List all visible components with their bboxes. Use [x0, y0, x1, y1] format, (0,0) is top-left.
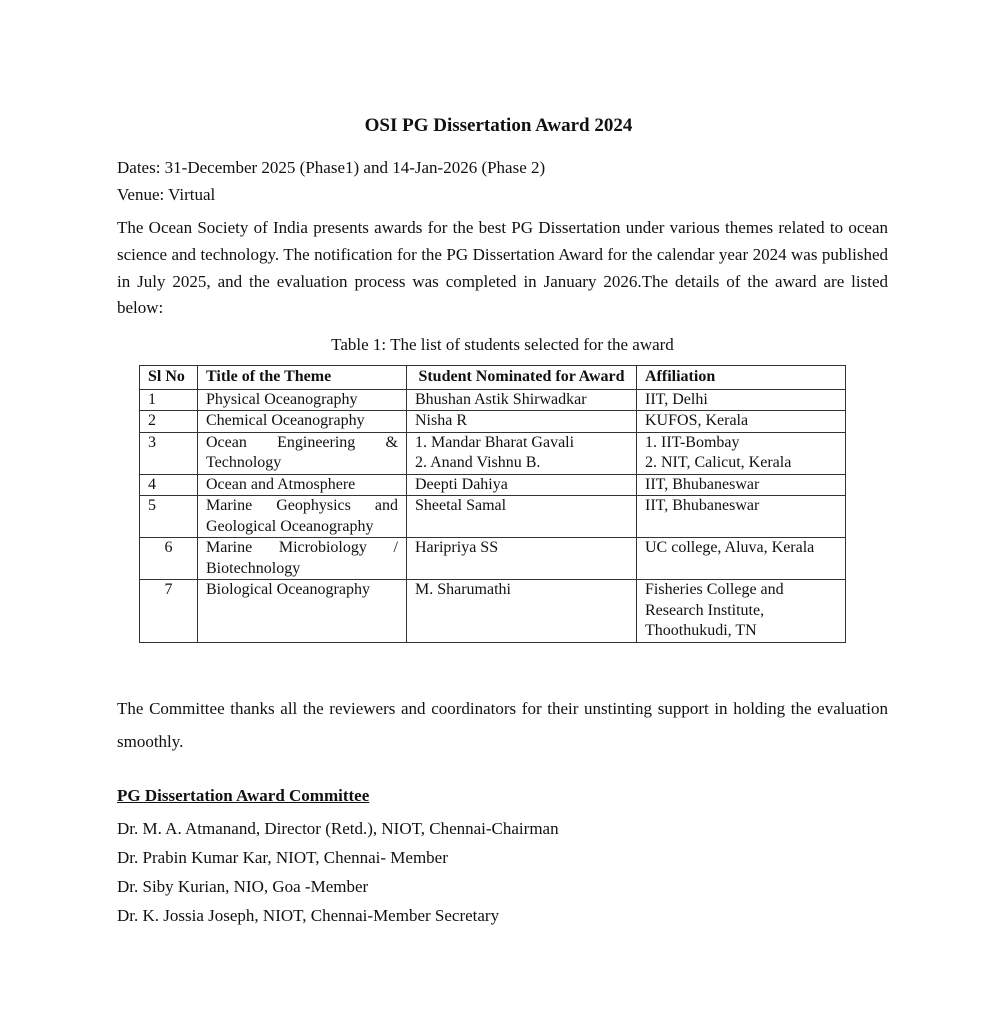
- venue-line: Venue: Virtual: [117, 185, 216, 204]
- row-theme: Chemical Oceanography: [198, 411, 407, 433]
- committee-member: Dr. Prabin Kumar Kar, NIOT, Chennai- Member: [117, 848, 448, 867]
- awards-table: [139, 365, 846, 643]
- row-student: M. Sharumathi: [407, 580, 637, 643]
- row-affiliation: IIT, Delhi: [637, 389, 846, 411]
- row-student: Sheetal Samal: [407, 496, 637, 538]
- row-theme: Physical Oceanography: [198, 389, 407, 411]
- row-student: [407, 432, 637, 474]
- row-theme: Marine Microbiology / Biotechnology: [198, 538, 407, 580]
- dates-line: Dates: 31-December 2025 (Phase1) and 14-Jan-2026 (Phase 2): [117, 158, 546, 177]
- table-row: [140, 538, 846, 580]
- row-sl: 2: [140, 411, 198, 433]
- row-affiliation: KUFOS, Kerala: [637, 411, 846, 433]
- table-caption: Table 1: The list of students selected for the award: [331, 335, 674, 354]
- header-affiliation: Affiliation: [637, 366, 846, 390]
- row-student: Nisha R: [407, 411, 637, 433]
- row-sl: 1: [140, 389, 198, 411]
- row-student: Bhushan Astik Shirwadkar: [407, 389, 637, 411]
- student-line: 1. Mandar Bharat Gavali: [415, 433, 575, 451]
- row-sl: 7: [140, 580, 198, 643]
- row-affiliation: IIT, Bhubaneswar: [637, 496, 846, 538]
- header-theme: Title of the Theme: [198, 366, 407, 390]
- committee-member: Dr. M. A. Atmanand, Director (Retd.), NIOT, Chennai-Chairman: [117, 819, 559, 838]
- row-affiliation: UC college, Aluva, Kerala: [637, 538, 846, 580]
- row-sl: 6: [140, 538, 198, 580]
- table-row: [140, 496, 846, 538]
- table-row: [140, 474, 846, 496]
- student-line: 2. Anand Vishnu B.: [415, 454, 541, 471]
- table-row: [140, 389, 846, 411]
- table-header-row: [140, 366, 846, 390]
- document-title: OSI PG Dissertation Award 2024: [364, 115, 633, 136]
- committee-member: Dr. K. Jossia Joseph, NIOT, Chennai-Member Secretary: [117, 906, 500, 925]
- row-student: Deepti Dahiya: [407, 474, 637, 496]
- row-affiliation: [637, 432, 846, 474]
- thanks-paragraph: The Committee thanks all the reviewers and coordinators for their unstinting support in holding the evaluation smoothly.: [117, 699, 888, 751]
- row-theme: Ocean Engineering & Technology: [198, 432, 407, 474]
- row-sl: 4: [140, 474, 198, 496]
- header-student: Student Nominated for Award: [407, 366, 637, 390]
- intro-paragraph: The Ocean Society of India presents awards for the best PG Dissertation under various themes related to ocean science and technology. The notification for the PG Dissertation Award for the calendar year 2024 was published in July 2025, and the evaluation process was completed in January 2026.The details of the award are listed below:: [117, 218, 888, 318]
- header-sl-no: Sl No: [140, 366, 198, 390]
- row-theme: Biological Oceanography: [198, 580, 407, 643]
- affiliation-line: 2. NIT, Calicut, Kerala: [645, 454, 792, 471]
- table-row: [140, 411, 846, 433]
- affiliation-line: 1. IIT-Bombay: [645, 433, 740, 451]
- row-sl: 5: [140, 496, 198, 538]
- table-row: [140, 432, 846, 474]
- row-sl: 3: [140, 432, 198, 474]
- row-affiliation: IIT, Bhubaneswar: [637, 474, 846, 496]
- row-theme: Marine Geophysics and Geological Oceanography: [198, 496, 407, 538]
- committee-heading: PG Dissertation Award Committee: [117, 786, 370, 805]
- committee-member: Dr. Siby Kurian, NIO, Goa -Member: [117, 877, 369, 896]
- table-row: [140, 580, 846, 643]
- row-theme: Ocean and Atmosphere: [198, 474, 407, 496]
- row-student: Haripriya SS: [407, 538, 637, 580]
- row-affiliation: Fisheries College and Research Institute, Thoothukudi, TN: [637, 580, 846, 643]
